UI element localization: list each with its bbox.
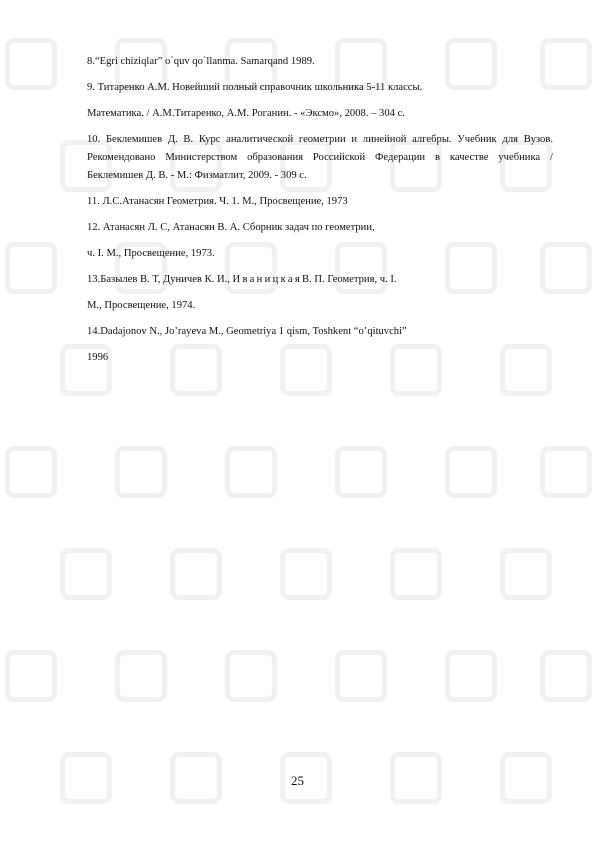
watermark-tile	[540, 650, 592, 702]
reference-9-cont: Математика. / А.М.Титаренко, А.М. Роганин. - «Эксмо», 2008. – 304 с.	[87, 108, 405, 119]
watermark-tile	[500, 548, 552, 600]
watermark-tile	[335, 446, 387, 498]
watermark-tile	[445, 650, 497, 702]
reference-13	[87, 271, 553, 289]
watermark-tile	[335, 650, 387, 702]
reference-9: 9. Титаренко А.М. Новейший полный справочник школьника 5-11 классы.	[87, 82, 423, 93]
watermark-tile	[445, 446, 497, 498]
page-number: 25	[291, 773, 304, 788]
reference-11: 11. Л.С.Атанасян Геометрия. Ч. 1. М., Просвещение, 1973	[87, 196, 348, 207]
watermark-tile	[540, 446, 592, 498]
watermark-tile	[170, 548, 222, 600]
reference-13-authors: 13.Базылев В. Т, Дуничев К. И.,	[87, 274, 233, 285]
reference-14-cont: 1996	[87, 352, 109, 363]
watermark-tile	[115, 446, 167, 498]
watermark-tile	[115, 650, 167, 702]
watermark-tile	[280, 548, 332, 600]
reference-12: 12. Атанасян Л. С, Атанасян В. А. Сборник задач по геометрии,	[87, 222, 375, 233]
reference-10: 10. Беклемишев Д. В. Курс аналитической геометрии и линейной алгебры. Учебник для Вузов. Рекомендовано Министерством образования Российской Федерации в качестве учебника / Беклемишев Д. В. - М.: Физматлит, 2009. - 309 с.	[87, 134, 553, 181]
reference-14: 14.Dadajonov N., Jo’rayeva M., Geometriya 1 qism, Toshkent “o’qituvchi”	[87, 326, 407, 337]
reference-13-title: В. П. Геометрия, ч. I.	[302, 274, 397, 285]
watermark-tile	[5, 242, 57, 294]
references-list	[87, 53, 553, 375]
watermark-tile	[5, 38, 57, 90]
reference-12-cont: ч. I. М., Просвещение, 1973.	[87, 248, 215, 259]
watermark-tile	[390, 548, 442, 600]
watermark-tile	[5, 650, 57, 702]
watermark-tile	[225, 446, 277, 498]
watermark-tile	[60, 548, 112, 600]
reference-13-spaced-author: Иваницкая	[232, 274, 303, 285]
reference-13-cont: М., Просвещение, 1974.	[87, 300, 196, 311]
reference-8: 8.“Egri chiziqlar” o`quv qo`llanma. Samarqand 1989.	[87, 56, 315, 67]
watermark-tile	[5, 446, 57, 498]
watermark-tile	[225, 650, 277, 702]
